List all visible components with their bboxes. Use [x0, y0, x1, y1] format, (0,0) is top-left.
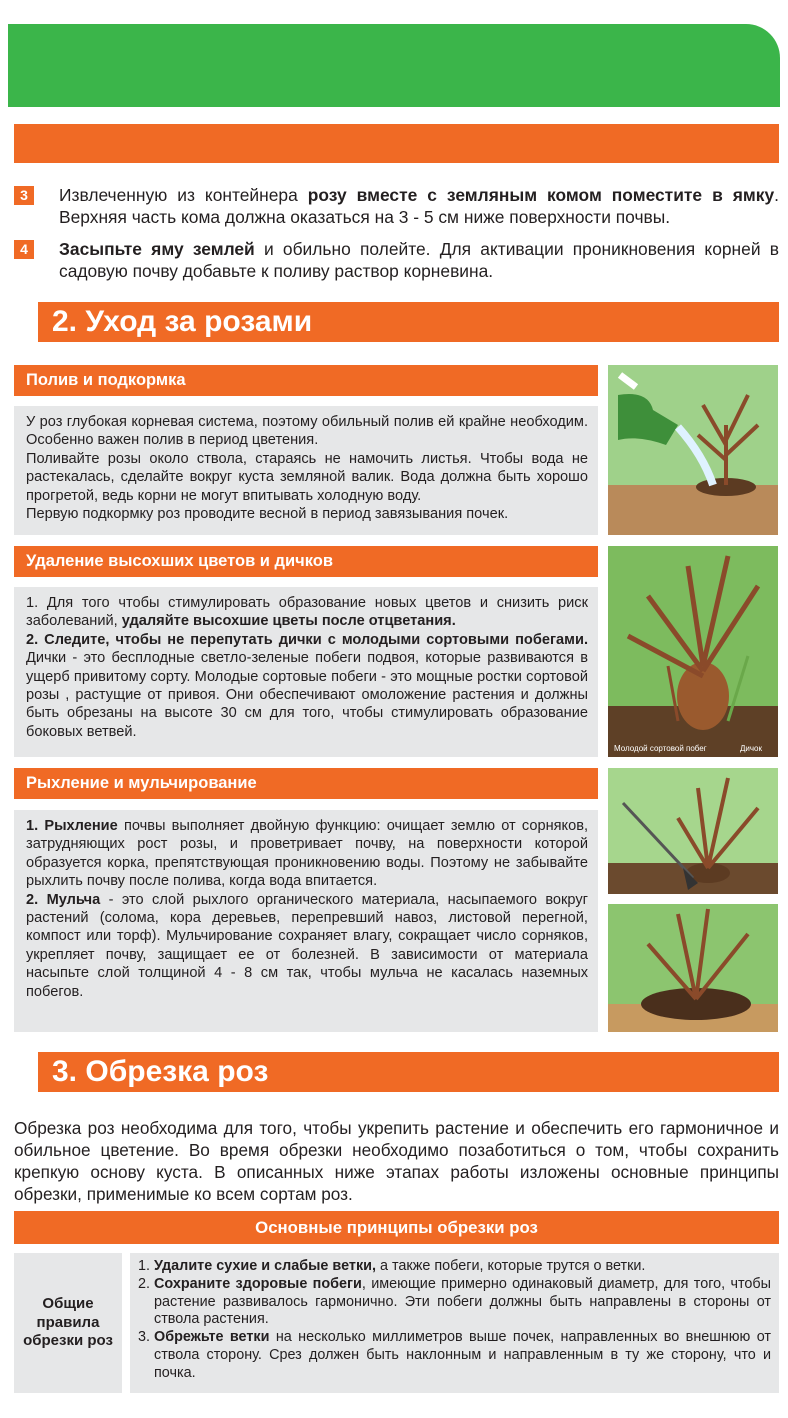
step-number: 3 — [14, 186, 34, 205]
mulching-illustration — [608, 904, 778, 1032]
loosening-illustration — [608, 768, 778, 894]
rules-list — [130, 1253, 779, 1393]
watering-header: Полив и подкормка — [14, 365, 598, 396]
removal-illustration — [608, 546, 778, 757]
watering-illustration — [608, 365, 778, 535]
step-4: 4 Засыпьте яму землей и обильно полейте. Для активации проникновения корней в садовую почву добавьте к поливу раствор корневина. — [14, 238, 779, 282]
watering-text: У роз глубокая корневая система, поэтому обильный полив ей крайне необходим. Особенно важен полив в период цветения. Поливайте розы около ствола, стараясь не намочить листья. Чтобы вода не растекалась, сделайте вокруг куста земляной валик. Вода должна быть хорошо прогретой, ведь корни не могут впитывать холодную воду. Первую подкормку роз проводите весной в период завязывания почек. — [14, 406, 598, 535]
removal-text: 1. Для того чтобы стимулировать образование новых цветов и снизить риск заболеваний, удаляйте высохшие цветы после отцветания. 2. Следите, чтобы не перепутать дички с молодыми сортовыми побегами. Дички - это бесплодные светло-зеленые побеги подвоя, которые развиваются в ущерб привитому сорту. Молодые сортовые побеги - это мощные ростки сортовой розы , растущие от привоя. Они обеспечивают омоложение растения и должны быть обрезаны на высоте 30 см для того, чтобы стимулировать образование боковых ветвей. — [14, 587, 598, 757]
top-green-banner — [8, 24, 780, 107]
step-number: 4 — [14, 240, 34, 259]
list-item: 3. Обрежьте ветки на несколько миллиметров выше почек, направленных во внешнюю от ствола сторону. Срез должен быть наклонным и направленным в ту же сторону, что и почка. — [154, 1329, 771, 1382]
pruning-intro: Обрезка роз необходима для того, чтобы укрепить растение и обеспечить его гармоничное и обильное цветение. Во время обрезки необходимо позаботиться о том, чтобы сохранить крепкую основу куста. В описанных ниже этапах работы изложены основные принципы обрезки, применимые ко всем сортам роз. — [14, 1118, 779, 1204]
caption-right: Дичок — [740, 744, 763, 753]
section-title: 2. Уход за розами — [52, 305, 313, 338]
caption-left: Молодой сортовой побег — [614, 744, 707, 753]
loosening-header: Рыхление и мульчирование — [14, 768, 598, 799]
section-title: 3. Обрезка роз — [52, 1055, 269, 1088]
list-item: 2. Сохраните здоровые побеги, имеющие примерно одинаковый диаметр, для того, чтобы растение развивалось гармонично. Эти побеги должны быть направлены в стороны от ствола растения. — [154, 1276, 771, 1329]
section-2-header — [14, 302, 779, 342]
rules-label: Общие правила обрезки роз — [14, 1253, 122, 1393]
top-orange-banner — [14, 124, 779, 163]
step-3: 3 Извлеченную из контейнера розу вместе с земляным комом поместите в ямку. Верхняя часть кома должна оказаться на 3 - 5 см ниже поверхности почвы. — [14, 184, 779, 228]
list-item: 1. Удалите сухие и слабые ветки, а также побеги, которые трутся о ветки. — [154, 1258, 771, 1276]
principles-header: Основные принципы обрезки роз — [14, 1211, 779, 1244]
loosening-text: 1. Рыхление почвы выполняет двойную функцию: очищает землю от сорняков, затрудняющих рост розы, и проветривает почву, на поверхности которой образуется корка, препятствующая проникновению воды. Поэтому не забывайте рыхлить почву после полива, когда вода впитается. 2. Мульча - это слой рыхлого органического материала, насыпаемого вокруг растений (солома, кора деревьев, перепревший навоз, листовой перегной, компост или торф). Мульчирование сохраняет влагу, сокращает число сорняков, укрепляет почву, защищает ее от болезней. В зависимости от материала насыпьте слой толщиной 4 - 8 см так, чтобы мульча не касалась наземных побегов. — [14, 810, 598, 1032]
removal-header: Удаление высохших цветов и дичков — [14, 546, 598, 577]
section-3-header — [14, 1052, 779, 1092]
